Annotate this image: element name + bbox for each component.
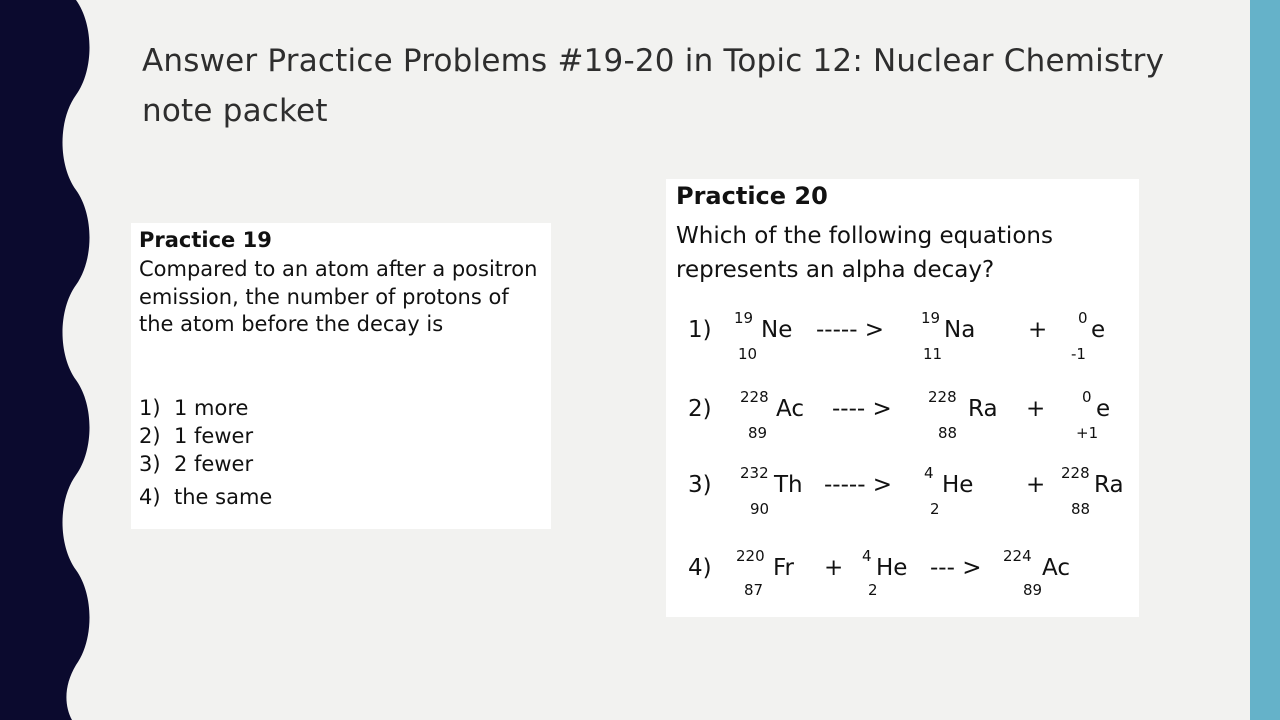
element-symbol: Na <box>944 317 976 343</box>
option-number: 4) <box>139 485 161 509</box>
reaction-arrow: --- > <box>930 555 982 581</box>
atomic-number: 11 <box>923 345 943 363</box>
plus-sign: + <box>1026 472 1046 498</box>
mass-number: 4 <box>862 547 872 565</box>
right-accent-band <box>1250 0 1280 720</box>
option-text: 1 more <box>174 396 249 420</box>
option-text: the same <box>174 485 273 509</box>
plus-sign: + <box>1026 396 1046 422</box>
atomic-number: 90 <box>750 500 770 518</box>
mass-number: 228 <box>740 388 769 406</box>
mass-number: 19 <box>734 309 754 327</box>
plus-sign: + <box>824 555 844 581</box>
atomic-number: 10 <box>738 345 758 363</box>
element-symbol: Th <box>774 472 803 498</box>
element-symbol: Fr <box>773 555 795 581</box>
equation-number: 2) <box>688 396 712 422</box>
equation-number: 3) <box>688 472 712 498</box>
mass-number: 0 <box>1078 309 1088 327</box>
option-number: 1) <box>139 396 161 420</box>
option-item <box>139 422 272 450</box>
mass-number: 232 <box>740 464 769 482</box>
atomic-number: +1 <box>1076 424 1099 442</box>
element-symbol: Ra <box>968 396 998 422</box>
atomic-number: 88 <box>1071 500 1091 518</box>
atomic-number: 89 <box>1023 581 1043 599</box>
element-symbol: Ac <box>776 396 804 422</box>
atomic-number: -1 <box>1071 345 1086 363</box>
element-symbol: He <box>876 555 908 581</box>
mass-number: 4 <box>924 464 934 482</box>
reaction-arrow: ----- > <box>816 317 885 343</box>
atomic-number: 87 <box>744 581 764 599</box>
equation-number: 4) <box>688 555 712 581</box>
option-number: 3) <box>139 452 161 476</box>
element-symbol: Ra <box>1094 472 1124 498</box>
element-symbol: Ac <box>1042 555 1070 581</box>
practice-20-card <box>666 179 1139 617</box>
equation-number: 1) <box>688 317 712 343</box>
slide-title: Answer Practice Problems #19-20 in Topic 12: Nuclear Chemistry note packet <box>142 43 1165 129</box>
mass-number: 228 <box>1061 464 1090 482</box>
element-symbol: e <box>1096 396 1111 422</box>
practice-19-heading: Practice 19 <box>139 228 272 252</box>
reaction-arrow: ----- > <box>824 472 893 498</box>
wave-shape <box>0 0 90 720</box>
reaction-arrow: ---- > <box>832 396 892 422</box>
plus-sign: + <box>1028 317 1048 343</box>
practice-20-question: Which of the following equations represents an alpha decay? <box>676 223 1053 283</box>
practice-20-heading: Practice 20 <box>676 182 828 210</box>
element-symbol: Ne <box>761 317 793 343</box>
mass-number: 228 <box>928 388 957 406</box>
wavy-side-band <box>0 0 110 720</box>
element-symbol: e <box>1091 317 1106 343</box>
mass-number: 224 <box>1003 547 1032 565</box>
atomic-number: 89 <box>748 424 768 442</box>
option-number: 2) <box>139 424 161 448</box>
practice-19-question: Compared to an atom after a positron emission, the number of protons of the atom before the decay is <box>139 257 538 336</box>
atomic-number: 2 <box>930 500 940 518</box>
atomic-number: 2 <box>868 581 878 599</box>
option-item <box>139 483 272 511</box>
atomic-number: 88 <box>938 424 958 442</box>
practice-19-options <box>139 394 272 511</box>
practice-19-card <box>131 223 551 529</box>
option-text: 2 fewer <box>174 452 254 476</box>
mass-number: 220 <box>736 547 765 565</box>
element-symbol: He <box>942 472 974 498</box>
option-item <box>139 394 272 422</box>
mass-number: 0 <box>1082 388 1092 406</box>
mass-number: 19 <box>921 309 941 327</box>
equation-list <box>666 179 1139 617</box>
option-item <box>139 450 272 478</box>
option-text: 1 fewer <box>174 424 254 448</box>
